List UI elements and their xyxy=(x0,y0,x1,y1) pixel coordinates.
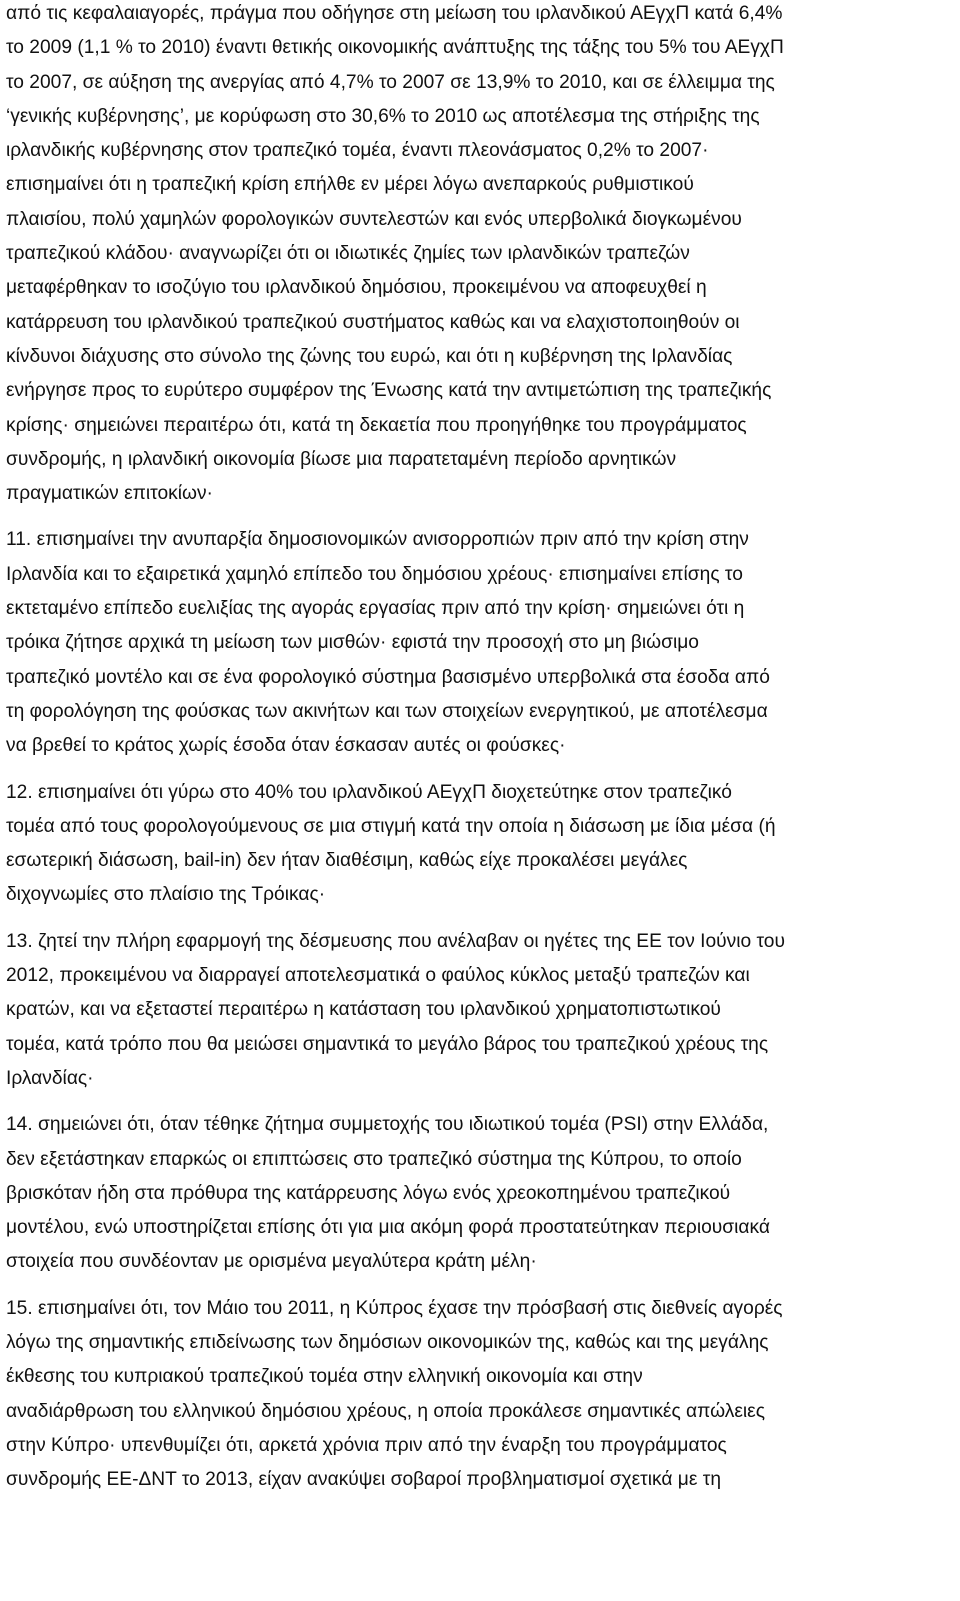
paragraph-gap xyxy=(6,913,954,925)
paragraph-gap xyxy=(6,1280,954,1292)
text-line: εκτεταμένο επίπεδο ευελιξίας της αγοράς εργασίας πριν από την κρίση· σημειώνει ότι η xyxy=(6,598,745,620)
text-line: από τις κεφαλαιαγορές, πράγμα που οδήγησε στη μείωση του ιρλανδικού ΑΕγχΠ κατά 6,4% xyxy=(6,3,783,24)
text-line: λόγω της σημαντικής επιδείνωσης των δημόσιων οικονομικών της, καθώς και της μεγάλης xyxy=(6,1331,769,1353)
text-line: τη φορολόγηση της φούσκας των ακινήτων και των στοιχείων ενεργητικού, με αποτέλεσμα xyxy=(6,700,768,722)
text-line: το 2007, σε αύξηση της ανεργίας από 4,7% το 2007 σε 13,9% το 2010, και σε έλλειμμα της xyxy=(6,71,775,93)
text-line: 2012, προκειμένου να διαρραγεί αποτελεσματικά ο φαύλος κύκλος μεταξύ τραπεζών και xyxy=(6,965,750,987)
text-line: 13. ζητεί την πλήρη εφαρμογή της δέσμευσης που ανέλαβαν οι ηγέτες της ΕΕ τον Ιούνιο του xyxy=(6,930,785,952)
text-line: τρόικα ζήτησε αρχικά τη μείωση των μισθών· εφιστά την προσοχή στο μη βιώσιμο xyxy=(6,632,699,654)
text-line: έκθεσης του κυπριακού τραπεζικού τομέα στην ελληνική οικονομία και στην xyxy=(6,1366,643,1388)
text-line: κρατών, και να εξεταστεί περαιτέρω η κατάσταση του ιρλανδικού χρηματοπιστωτικού xyxy=(6,999,721,1021)
text-line: 11. επισημαίνει την ανυπαρξία δημοσιονομικών ανισορροπιών πριν από την κρίση στην xyxy=(6,529,749,551)
text-line: ιρλανδικής κυβέρνησης στον τραπεζικό τομέα, έναντι πλεονάσματος 0,2% το 2007· xyxy=(6,140,709,162)
paragraph-15 xyxy=(6,1292,954,1498)
text-line: κατάρρευση του ιρλανδικού τραπεζικού συστήματος καθώς και να ελαχιστοποιηθούν οι xyxy=(6,311,740,333)
paragraph-14 xyxy=(6,1108,954,1279)
text-line: μοντέλου, ενώ υποστηρίζεται επίσης ότι για μια ακόμη φορά προστατεύτηκαν περιουσιακά xyxy=(6,1217,770,1239)
text-line: βρισκόταν ήδη στα πρόθυρα της κατάρρευσης λόγω ενός χρεοκοπημένου τραπεζικού xyxy=(6,1182,731,1204)
text-line: δεν εξετάστηκαν επαρκώς οι επιπτώσεις στο τραπεζικό σύστημα της Κύπρου, το οποίο xyxy=(6,1148,742,1170)
text-line: πραγματικών επιτοκίων· xyxy=(6,483,213,505)
paragraph-continued xyxy=(6,0,954,511)
text-line: τραπεζικού κλάδου· αναγνωρίζει ότι οι ιδιωτικές ζημίες των ιρλανδικών τραπεζών xyxy=(6,243,690,265)
text-line: ‘γενικής κυβέρνησης’, με κορύφωση στο 30,6% το 2010 ως αποτέλεσμα της στήριξης της xyxy=(6,105,760,127)
paragraph-12 xyxy=(6,776,954,913)
paragraph-gap xyxy=(6,1096,954,1108)
text-line: διχογνωμίες στο πλαίσιο της Τρόικας· xyxy=(6,884,326,906)
text-line: τραπεζικό μοντέλο και σε ένα φορολογικό σύστημα βασισμένο υπερβολικά στα έσοδα από xyxy=(6,666,770,688)
text-line: ενήργησε προς το ευρύτερο συμφέρον της Ένωσης κατά την αντιμετώπιση της τραπεζικής xyxy=(6,380,772,402)
text-line: στοιχεία που συνδέονταν με ορισμένα μεγαλύτερα κράτη μέλη· xyxy=(6,1251,537,1273)
text-line: επισημαίνει ότι η τραπεζική κρίση επήλθε εν μέρει λόγω ανεπαρκούς ρυθμιστικού xyxy=(6,174,694,196)
text-line: εσωτερική διάσωση, bail-in) δεν ήταν διαθέσιμη, καθώς είχε προκαλέσει μεγάλες xyxy=(6,850,688,872)
text-line: μεταφέρθηκαν το ισοζύγιο του ιρλανδικού δημόσιου, προκειμένου να αποφευχθεί η xyxy=(6,277,707,299)
paragraph-gap xyxy=(6,511,954,523)
text-line: τομέα, κατά τρόπο που θα μειώσει σημαντικά το μεγάλο βάρος του τραπεζικού χρέους της xyxy=(6,1033,769,1055)
paragraph-gap xyxy=(6,764,954,776)
text-line: να βρεθεί το κράτος χωρίς έσοδα όταν έσκασαν αυτές οι φούσκες· xyxy=(6,735,566,757)
text-line: το 2009 (1,1 % το 2010) έναντι θετικής οικονομικής ανάπτυξης της τάξης του 5% του ΑΕγχΠ xyxy=(6,37,784,59)
text-line: πλαισίου, πολύ χαμηλών φορολογικών συντελεστών και ενός υπερβολικά διογκωμένου xyxy=(6,208,742,230)
text-line: 12. επισημαίνει ότι γύρω στο 40% του ιρλανδικού ΑΕγχΠ διοχετεύτηκε στον τραπεζικό xyxy=(6,781,732,803)
paragraph-13 xyxy=(6,925,954,1096)
text-line: 14. σημειώνει ότι, όταν τέθηκε ζήτημα συμμετοχής του ιδιωτικού τομέα (PSI) στην Ελλάδα, xyxy=(6,1114,769,1136)
text-line: τομέα από τους φορολογούμενους σε μια στιγμή κατά την οποία η διάσωση με ίδια μέσα (ή xyxy=(6,815,776,837)
text-line: συνδρομής ΕΕ-ΔΝΤ το 2013, είχαν ανακύψει σοβαροί προβληματισμοί σχετικά με τη xyxy=(6,1469,721,1491)
text-line: κρίσης· σημειώνει περαιτέρω ότι, κατά τη δεκαετία που προηγήθηκε του προγράμματος xyxy=(6,414,747,436)
text-line: στην Κύπρο· υπενθυμίζει ότι, αρκετά χρόνια πριν από την έναρξη του προγράμματος xyxy=(6,1434,727,1456)
text-line: 15. επισημαίνει ότι, τον Μάιο του 2011, η Κύπρος έχασε την πρόσβασή στις διεθνείς αγορές xyxy=(6,1297,783,1319)
paragraph-11 xyxy=(6,523,954,763)
text-line: συνδρομής, η ιρλανδική οικονομία βίωσε μια παρατεταμένη περίοδο αρνητικών xyxy=(6,448,677,470)
text-line: κίνδυνοι διάχυσης στο σύνολο της ζώνης του ευρώ, και ότι η κυβέρνηση της Ιρλανδίας xyxy=(6,345,733,367)
text-line: Ιρλανδίας· xyxy=(6,1067,94,1089)
text-line: αναδιάρθρωση του ελληνικού δημόσιου χρέους, η οποία προκάλεσε σημαντικές απώλειες xyxy=(6,1400,765,1422)
text-line: Ιρλανδία και το εξαιρετικά χαμηλό επίπεδο του δημόσιου χρέους· επισημαίνει επίσης το xyxy=(6,563,743,585)
